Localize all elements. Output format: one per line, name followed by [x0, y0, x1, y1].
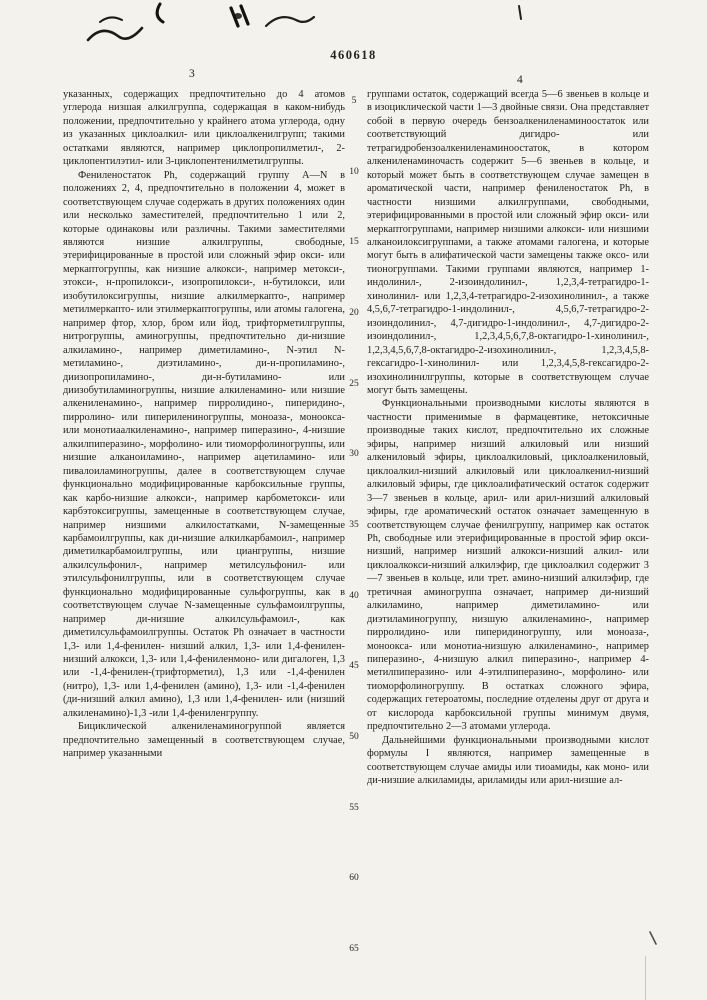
line-number: 50 — [349, 731, 359, 742]
line-number: 65 — [349, 943, 359, 954]
paragraph-right-3: Дальнейшими функциональными производными кислот формулы I являются, например замещенные в соответствующем случае амиды или тиоамиды, как моно- или ди-низшие алкиламиды, ариламиды или арил-низшие ал- — [367, 734, 649, 787]
line-number: 25 — [349, 378, 359, 389]
column-number-right: 4 — [517, 74, 523, 86]
text-column-left — [63, 88, 345, 788]
line-number: 45 — [349, 661, 359, 672]
paragraph-left-1: указанных, содержащих предпочтительно до 4 атомов углерода низшая алкилгруппа, содержащая в каком-нибудь положении, предпочтительно у крайнего атома углерода, одну из указанных циклоалкил- или циклоалкенилгрупп; такими остатками являются, например циклопропилметил-, 2-циклопентилэтил- или 3-циклопентенилметилгруппы. — [63, 89, 345, 168]
paragraph-right-2: Функциональными производными кислоты являются в частности применимые в фармацевтике, нетоксичные производные таких кислот, предпочтительно их сложные эфиры, например низший алкиловый или низший алкениловый эфиры, циклоалкиловый, циклоалкениловый, циклоалкил-низший алкиловый или циклоалкенил-низший алкиловый эфиры, где циклоалифатический остаток содержит 3—7 звеньев в кольце, арил- или арил-низший алкиловый эфиры, где ароматический остаток означает замещенную в соответствующем случае фенилгруппу, например как остаток Ph, свободные или этерифицированные в простой эфир окси-низший, например низший алкокси-низший алкил- или циклоалкокси-низший алкилэфир, где циклоалкил содержит 3—7 звеньев в кольце, или трет. амино-низший алкилэфир, где третичная аминогруппа означает, например ди-низший алкиламино, например диметиламино- или диэтиламиногруппу, низшую алкиленамино-, например пирролидино- или пиперидиногруппу, или моноаза-, моноокса- или монотиа-низшую алкиленамино-, например пиперазино-, 4-низшую алкил пиперазино-, например 4-метилпиперазино- или 4-этилпиперазино-, морфолино- или тиоморфолиногруппу. В остатках сложного эфира, содержащих гетероатомы, последние отделены друг от друга и от кислорода карбоксильной группы минимум двумя, предпочтительно 2—3 атомами углерода. — [367, 398, 649, 733]
page-fold-line — [645, 956, 646, 1000]
line-number: 40 — [349, 590, 359, 601]
paragraph-left-3: Бициклической алкениленаминогруппой является предпочтительно замещенный в соответствующем случае, например указанными — [63, 721, 345, 760]
patent-number: 460618 — [330, 48, 377, 62]
ink-mark-bottom — [600, 920, 707, 1000]
line-number: 60 — [349, 873, 359, 884]
text-column-right — [367, 88, 649, 788]
line-number: 35 — [349, 519, 359, 530]
line-number: 55 — [349, 802, 359, 813]
line-number: 20 — [349, 307, 359, 318]
column-number-left: 3 — [189, 68, 195, 80]
paragraph-right-1: группами остаток, содержащий всегда 5—6 звеньев в кольце и в изоциклической части 1—3 двойные связи. Она представляет собой в первую очередь бензоалкениленаминоостаток или соответствующий дигидро- или тетрагидробензоалкениленаминоостаток, в котором алкениленаминочасть содержит 5—6 звеньев в кольце, и который может быть в соответствующем случае замещен в ароматической части, например фениленостаток Ph, в частности низшими алкилгруппами, свободными, этерифицированными в простой или сложный эфир окси- или меркаптогруппами, например низшими алкокси- или низшими алканоилоксигруппами, а также атомами галогена, и которые могут быть в алифатической части замещены также оксо- или тионогруппами. Такими группами являются, например 1-индолинил-, 2-изоиндолинил-, 1,2,3,4-тетрагидро-1-хинолинил- или 1,2,3,4-тетрагидро-2-изохинолинил-, а также 4,5,6,7-тетрагидро-1-индолинил-, 4,5,6,7-тетрагидро-2-изоиндолинил-, 4,7-дигидро-1-индолинил-, 4,7-дигидро-2-изоиндолинил-, 1,2,3,4,5,6,7,8-октагидро-1-хинолинил-, 1,2,3,4,5,6,7,8-октагидро-2-изохинолинил-, 1,2,3,4,5,8-гексагидро-1-хинолинил- или 1,2,3,4,5,8-гексагидро-2-изохинолинилгруппы, которые в соответствующем случае могут быть замещены. — [367, 89, 649, 396]
line-number: 5 — [351, 96, 357, 106]
line-number: 30 — [349, 449, 359, 460]
paragraph-left-2: Фениленостаток Ph, содержащий группу А—N в положениях 2, 4, предпочтительно в положении 4, может в соответствующем случае содержать в других положениях один или несколько заместителей, предпочтительно 1 или 2, которые одинаковы или различны. Такими заместителями являются низшие алкилгруппы, свободные, этерифицированные в простой или сложный эфир окси- или меркаптогруппы, как низшие алкокси-, например метокси-, этокси-, н-пропилокси-, изопропилокси-, н-бутилокси, или изобутилоксигруппы, низшие алкилмеркапто-, например метилмеркапто- или этилмеркаптогруппы, или атомы галогена, например фтор, хлор, бром или йод, трифторметилгруппы, нитрогруппы, аминогруппы, предпочтительно ди-низшие алкиламино-, например диметиламино-, N-этил N-метиламино-, диэтиламино-, ди-н-пропиламино-, диизопропиламино-, ди-н-бутиламино- или диизобутиламиногруппы, низшие алкиленамино- или низшие алкениленамино-, например пирролидино-, пиперидино-, пирролино- или пиперилениногруппы, моноаза-, моноокса- или монотиаалкиленамино-, например пиперазино-, 4-низшие алкилпиперазино-, морфолино- или тиоморфолиногруппы, или низшие алканоиламино-, например ацетиламино- или пивалоиламиногруппы, далее в соответствующем случае функционально модифицированные карбоксильные группы, как карбо-низшие алкокси-, например карбометокси- или карбэтоксигруппы, замещенные в соответствующем случае, например низшими алкилостатками, N-замещенные карбамоилгруппы, как ди-низшие алкилкарбамоил-, например диметилкарбамоилгруппы, или циангруппы, низшие алкилсульфонил-, например метилсульфонил- или этилсульфонилгруппы, или в соответствующем случае функционально модифицированные сульфогруппы, как в соответствующем случае N-замещенные сульфамоилгруппы, например ди-низшие алкилсульфамоил-, как диметилсульфамоилгруппы. Остаток Ph означает в частности 1,3- или 1,4-фенилен- низший алкил, 1,3- или 1,4-фенилен- низший алкокси, 1,3- или 1,4-фениленмоно- или дигалоген, 1,3 или -1,4-фенилен-(трифторметил), 1,3 или -1,4-фенилен (нитро), 1,3- или 1,4-фенилен (амино), 1,3- или -1,4-фенилен (ди-низший алкил амино), 1,3 или 1,4-фенилен- или (низший алкиленамино)-1,3 -или 1,4-фениленгруппу. — [63, 169, 345, 719]
line-number: 10 — [349, 166, 359, 177]
text-columns — [63, 88, 649, 788]
line-number: 15 — [349, 237, 359, 248]
